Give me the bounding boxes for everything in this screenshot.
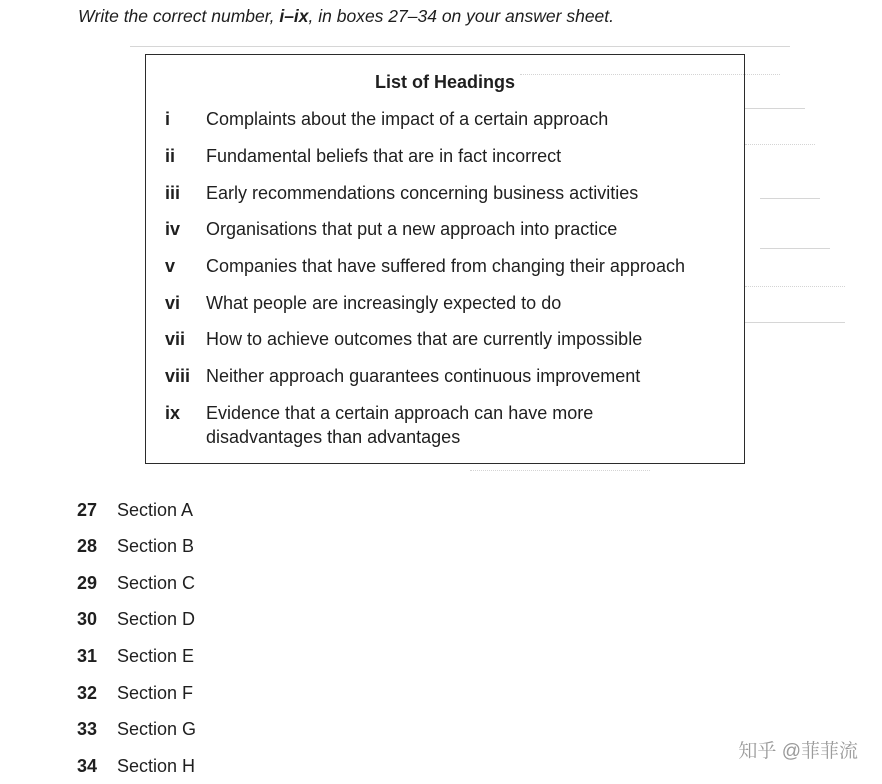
question-row — [77, 499, 193, 521]
heading-text: Companies that have suffered from changing their approach — [206, 256, 685, 276]
question-number: 30 — [77, 609, 98, 629]
question-section-label: Section D — [117, 609, 196, 629]
heading-numeral: iv — [165, 219, 181, 239]
list-of-headings-box — [145, 54, 745, 464]
question-number: 27 — [77, 500, 98, 520]
heading-text: How to achieve outcomes that are currently impossible — [206, 329, 643, 349]
question-row — [77, 608, 195, 630]
question-number: 33 — [77, 719, 98, 739]
heading-text: Complaints about the impact of a certain approach — [206, 109, 609, 129]
question-row — [77, 645, 194, 667]
heading-text: Evidence that a certain approach can have more disadvantages than advantages — [206, 403, 594, 447]
question-number: 34 — [77, 756, 98, 776]
show-through-line — [745, 322, 845, 323]
question-section-label: Section F — [117, 683, 194, 703]
heading-numeral: iii — [165, 183, 181, 203]
heading-numeral: ii — [165, 146, 176, 166]
question-section-label: Section A — [117, 500, 194, 520]
question-number: 32 — [77, 683, 98, 703]
question-number: 29 — [77, 573, 98, 593]
question-section-label: Section H — [117, 756, 196, 776]
question-section-label: Section B — [117, 536, 195, 556]
heading-text: Early recommendations concerning business activities — [206, 183, 639, 203]
show-through-line — [745, 144, 815, 146]
heading-text: What people are increasingly expected to do — [206, 293, 562, 313]
question-row — [77, 572, 195, 594]
show-through-line — [470, 470, 650, 472]
heading-numeral: i — [165, 109, 171, 129]
heading-numeral: ix — [165, 403, 181, 423]
heading-text: Fundamental beliefs that are in fact incorrect — [206, 146, 562, 166]
question-row — [77, 718, 196, 740]
instruction-text: Write the correct number, i–ix, in boxes 27–34 on your answer sheet. — [78, 6, 615, 26]
heading-text: Neither approach guarantees continuous improvement — [206, 366, 641, 386]
show-through-line — [745, 286, 845, 288]
show-through-line — [130, 46, 790, 47]
question-number: 28 — [77, 536, 98, 556]
question-row — [77, 535, 194, 557]
show-through-line — [760, 198, 820, 199]
heading-numeral: vii — [165, 329, 186, 349]
question-number: 31 — [77, 646, 98, 666]
question-row — [77, 682, 193, 704]
show-through-line — [760, 248, 830, 249]
question-section-label: Section C — [117, 573, 196, 593]
heading-numeral: viii — [165, 366, 191, 386]
show-through-line — [745, 108, 805, 109]
question-section-label: Section E — [117, 646, 195, 666]
headings-title: List of Headings — [374, 72, 515, 92]
question-row — [77, 755, 195, 777]
heading-numeral: vi — [165, 293, 181, 313]
heading-numeral: v — [165, 256, 176, 276]
question-section-label: Section G — [117, 719, 197, 739]
heading-text: Organisations that put a new approach into practice — [206, 219, 618, 239]
watermark: 知乎 @菲菲流 — [738, 741, 858, 762]
